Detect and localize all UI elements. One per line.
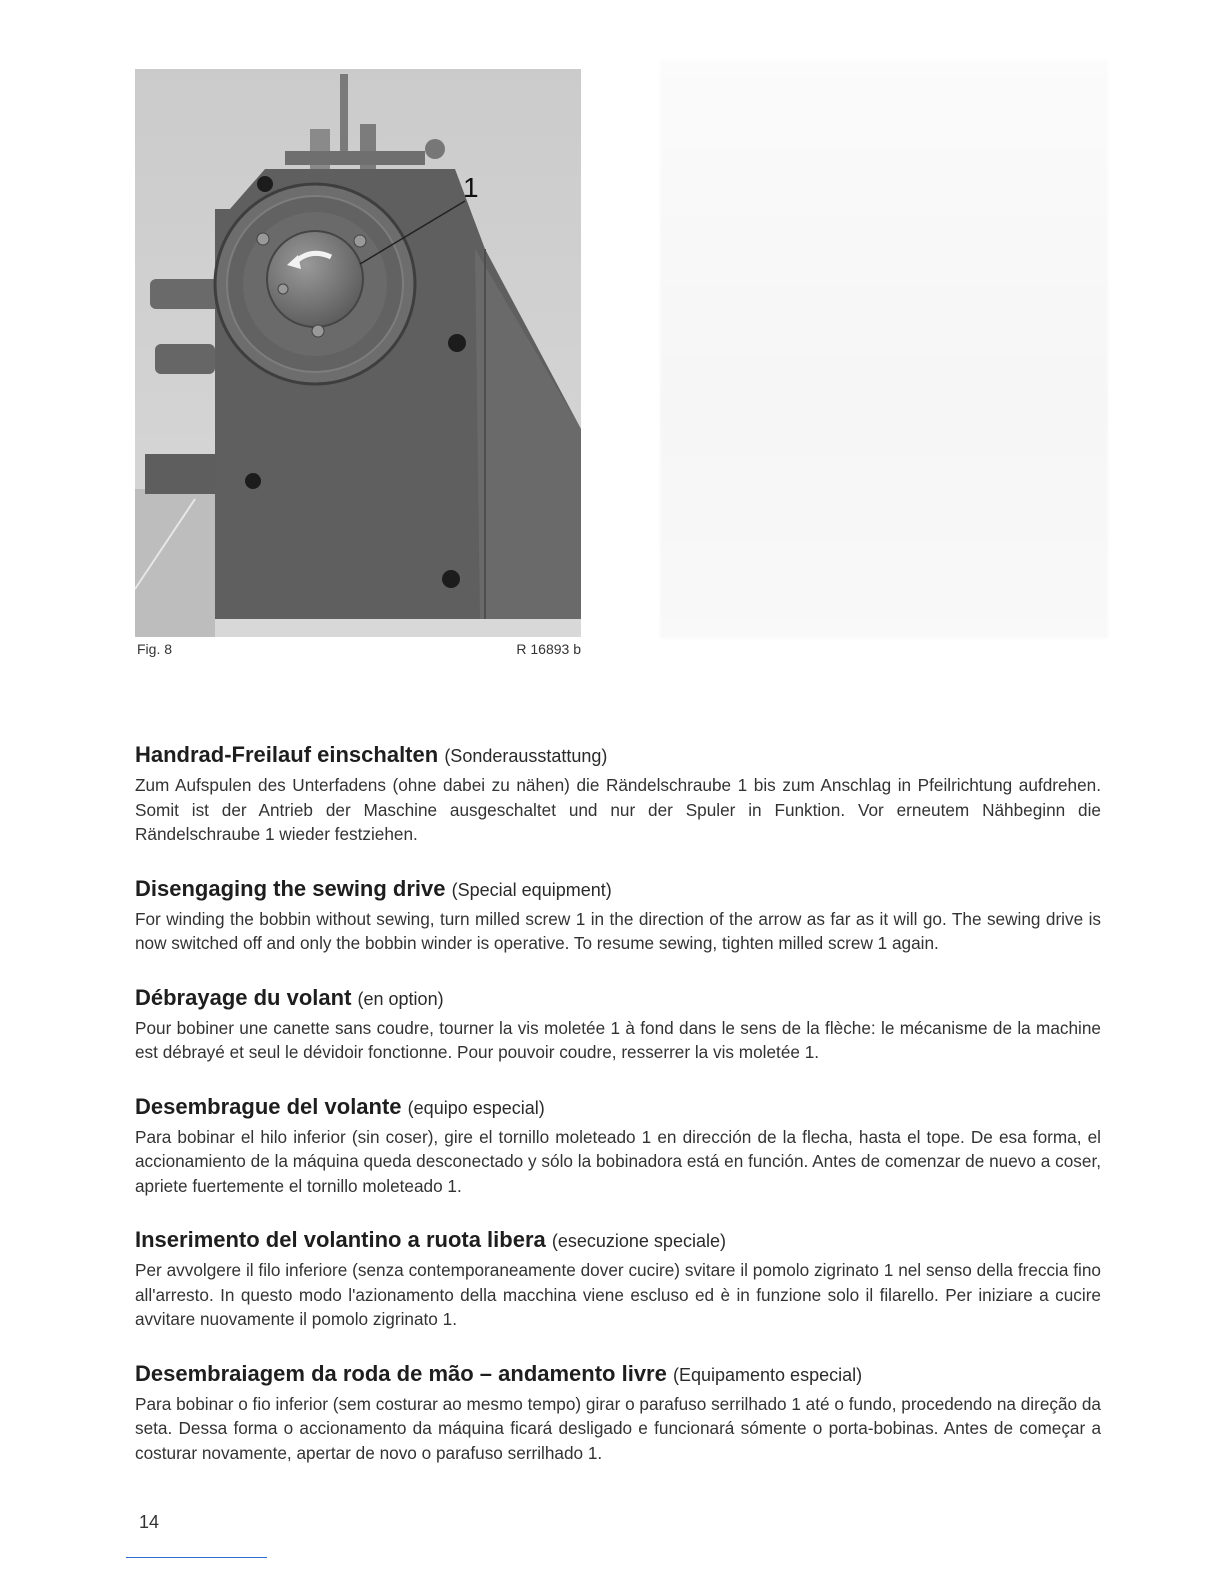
section-heading: Handrad-Freilauf einschalten (Sonderausstattung) bbox=[135, 742, 608, 767]
section-body: Para bobinar o fio inferior (sem costurar ao mesmo tempo) girar o parafuso serrilhado 1 até o fundo, procedendo na direção da seta. Dessa forma o accionamento da máquina ficará desligado e funcionará sómente o porta-bobinas. Antes de começar a costurar novamente, apertar de novo o parafuso serrilhado 1. bbox=[135, 1393, 1101, 1463]
figure-reference-code: R 16893 b bbox=[516, 641, 581, 657]
section-heading: Desembraiagem da roda de mão – andamento livre (Equipamento especial) bbox=[135, 1360, 863, 1386]
section-heading: Débrayage du volant (en option) bbox=[135, 984, 444, 1010]
section-body: Per avvolgere il filo inferiore (senza contemporaneamente dover cucire) svitare il pomolo zigrinato 1 nel senso della freccia fino all'arresto. In questo modo l'azionamento della macchina viene escluso ed è in funzione solo il filarello. Per iniziare a cucire avvitare nuovamente il pomolo zigrinato 1. bbox=[135, 1260, 1101, 1329]
figure-caption: Fig. 8 bbox=[137, 641, 173, 657]
section-body: Zum Aufspulen des Unterfadens (ohne dabei zu nähen) die Rändelschraube 1 bis zum Anschlag in Pfeilrichtung aufdrehen. Somit ist der Antrieb der Maschine ausgeschaltet und nur der Spuler in Funktion. Vor erneutem Nähbeginn die Rändelschraube 1 wieder festziehen. bbox=[135, 775, 1101, 844]
section-english bbox=[135, 876, 1101, 956]
section-body: Pour bobiner une canette sans coudre, tourner la vis moletée 1 à fond dans le sens de la flèche: le mécanisme de la machine est débrayé et seul le dévidoir fonctionne. Pour pouvoir coudre, resserrer la vis moletée 1. bbox=[135, 1017, 1101, 1062]
handwheel-illustration bbox=[135, 69, 581, 637]
section-body: Para bobinar el hilo inferior (sin coser), gire el tornillo moleteado 1 en dirección de la flecha, hasta el tope. De esa forma, el accionamiento de la máquina queda desconectado y sólo la bobinadora está en función. Antes de comenzar de nuevo a coser, apriete fuertemente el tornillo moleteado 1. bbox=[135, 1126, 1101, 1196]
section-portuguese bbox=[135, 1361, 1101, 1466]
faint-background-bleed bbox=[660, 60, 1108, 638]
section-german bbox=[135, 742, 1101, 847]
instructions-text bbox=[135, 742, 1101, 1494]
section-body: For winding the bobbin without sewing, turn milled screw 1 in the direction of the arrow as far as it will go. The sewing drive is now switched off and only the bobbin winder is operative. To resume sewing, tighten milled screw 1 again. bbox=[135, 908, 1101, 953]
section-french bbox=[135, 985, 1101, 1065]
section-heading: Inserimento del volantino a ruota libera (esecuzione speciale) bbox=[135, 1227, 726, 1252]
section-heading: Desembrague del volante (equipo especial) bbox=[135, 1093, 545, 1119]
sewing-machine-handwheel-photo bbox=[135, 69, 581, 637]
page-number: 14 bbox=[139, 1512, 160, 1532]
section-heading: Disengaging the sewing drive (Special equipment) bbox=[135, 875, 612, 901]
section-spanish bbox=[135, 1094, 1101, 1199]
hyperlink-underline[interactable] bbox=[126, 1557, 267, 1558]
section-italian bbox=[135, 1227, 1101, 1332]
callout-label: 1 bbox=[463, 172, 479, 203]
